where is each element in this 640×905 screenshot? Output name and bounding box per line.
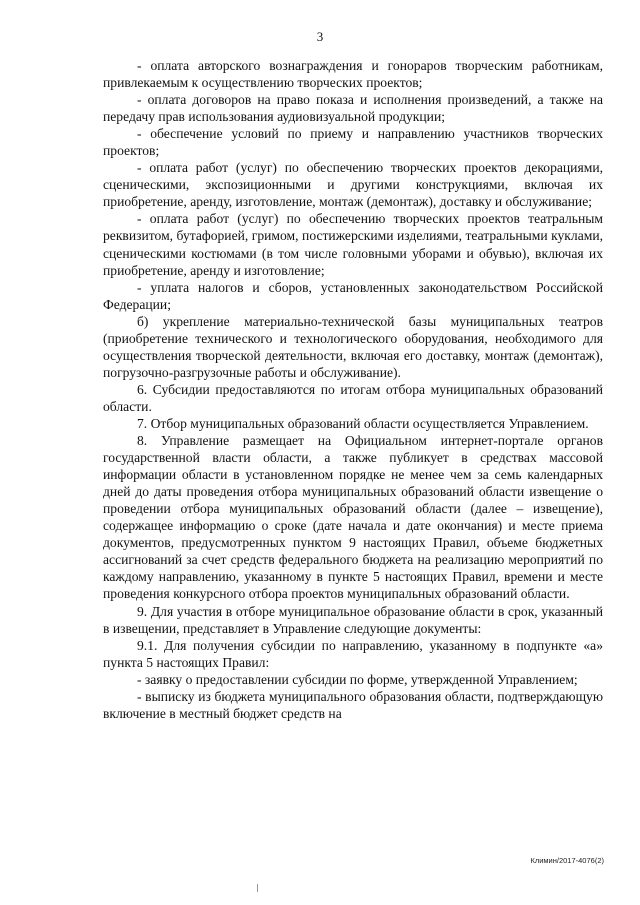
paragraph-budget-extract: - выписку из бюджета муниципального образования области, подтверждающую включение в местный бюджет средств на [103,688,603,721]
document-body [103,57,603,722]
footer-document-code: Климин/2017-4076(2) [530,856,604,865]
paragraph-author-fees: - оплата авторского вознаграждения и гонораров творческим работникам, привлекаемым к осуществлению творческих проектов; [103,58,603,91]
paragraph-application: - заявку о предоставлении субсидии по форме, утвержденной Управлением; [137,671,578,687]
page-edge-mark [257,884,258,892]
paragraph-clause-7: 7. Отбор муниципальных образований области осуществляется Управлением. [137,415,589,431]
paragraph-clause-6: 6. Субсидии предоставляются по итогам отбора муниципальных образований области. [103,381,603,414]
paragraph-decorations: - оплата работ (услуг) по обеспечению творческих проектов декорациями, сценическими, экспозиционными и другими конструкциями, включая их приобретение, аренду, изготовление, монтаж (демонтаж), доставку и обслуживание; [103,160,603,210]
paragraph-props: - оплата работ (услуг) по обеспечению творческих проектов театральным реквизитом, бутафорией, гримом, постижерскими изделиями, театральными куклами, сценическими костюмами (в том числе головными уборами и обувью), включая их приобретение, аренду и изготовление; [103,211,603,278]
paragraph-clause-8: 8. Управление размещает на Официальном интернет-портале органов государственной власти области, а также публикует в средствах массовой информации области в установленном порядке не менее чем за семь календарных дней до даты проведения отбора муниципальных образований области извещение о проведении отбора муниципальных образований области (далее – извещение), содержащее информацию о сроке (дате начала и дате окончания) и месте приема документов, предусмотренных пунктом 9 настоящих Правил, объеме бюджетных ассигнований за счет средств федерального бюджета на реализацию мероприятий по каждому направлению, указанному в пункте 5 настоящих Правил, времени и месте проведения конкурсного отбора проектов муниципальных образований области. [103,433,603,602]
paragraph-clause-9: 9. Для участия в отборе муниципальное образование области в срок, указанный в извещении, представляет в Управление следующие документы: [103,603,603,636]
paragraph-taxes: - уплата налогов и сборов, установленных законодательством Российской Федерации; [103,279,603,312]
paragraph-show-rights: - оплата договоров на право показа и исполнения произведений, а также на передачу прав использования аудиовизуальной продукции; [103,92,603,125]
page-number: 3 [316,29,324,44]
paragraph-participants: - обеспечение условий по приему и направлению участников творческих проектов; [103,126,603,159]
paragraph-clause-9-1: 9.1. Для получения субсидии по направлению, указанному в подпункте «а» пункта 5 настоящих Правил: [103,637,603,670]
paragraph-material-base: б) укрепление материально-технической базы муниципальных театров (приобретение технического и технологического оборудования, необходимого для осуществления творческой деятельности, включая его доставку, монтаж (демонтаж), погрузочно-разгрузочные работы и обслуживание). [103,313,603,380]
